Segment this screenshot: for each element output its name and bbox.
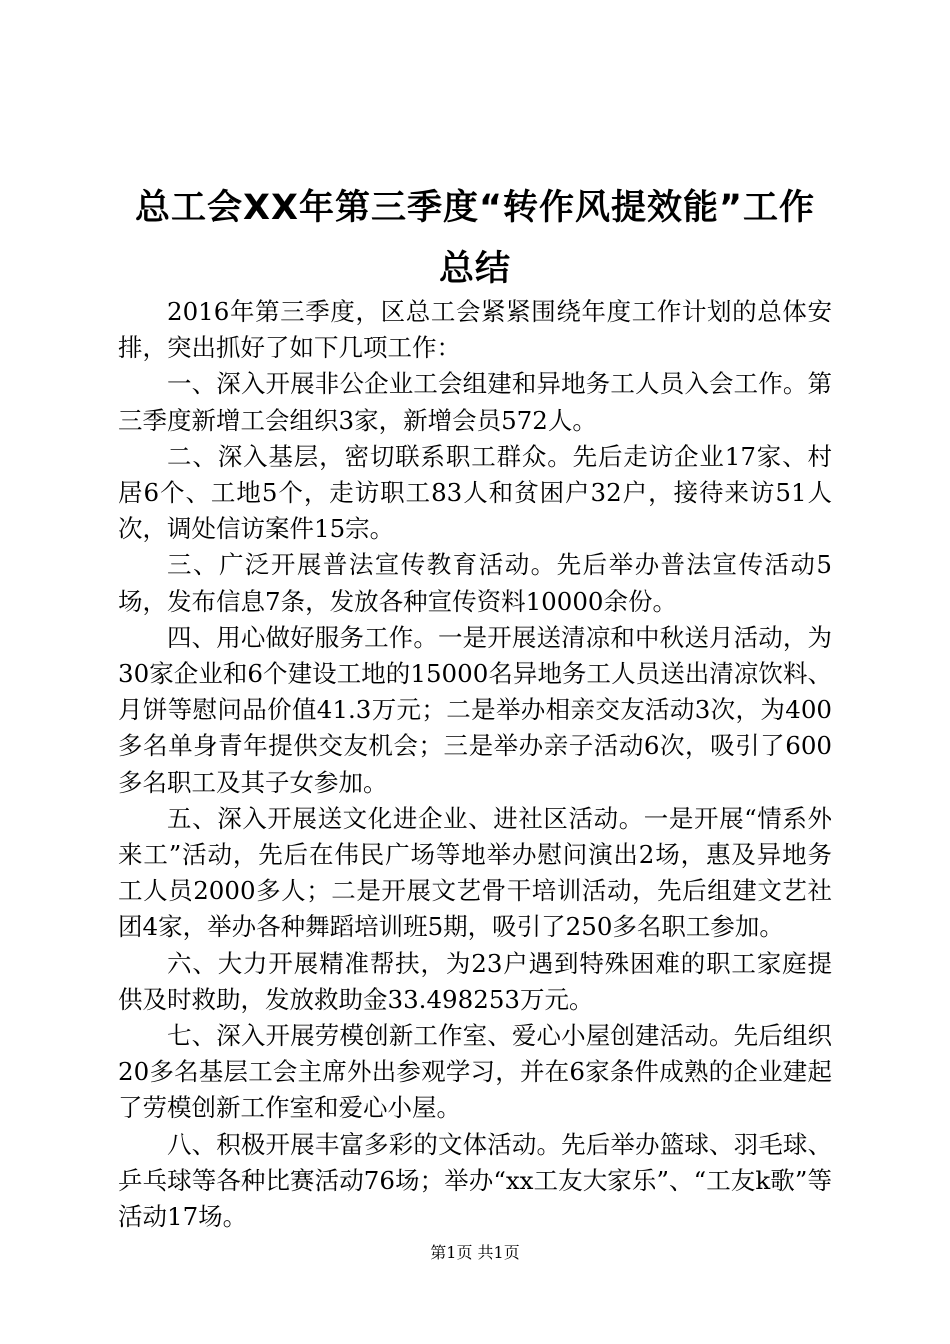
document-body xyxy=(118,294,832,1235)
paragraph-item-1: 一、深入开展非公企业工会组建和异地务工人员入会工作。第三季度新增工会组织3家，新增会员572人。 xyxy=(118,369,832,435)
paragraph-item-6: 六、大力开展精准帮扶，为23户遇到特殊困难的职工家庭提供及时救助，发放救助金33.498253万元。 xyxy=(118,948,832,1014)
document-title-line-2: 总结 xyxy=(438,249,511,289)
document-title-line-1: 总工会XX年第三季度“转作风提效能”工作 xyxy=(135,188,815,228)
page-footer: 第1页 共1页 xyxy=(430,1243,520,1262)
paragraph-item-4: 四、用心做好服务工作。一是开展送清凉和中秋送月活动，为30家企业和6个建设工地的15000名异地务工人员送出清凉饮料、月饼等慰问品价值41.3万元；二是举办相亲交友活动3次，为400多名单身青年提供交友机会；三是举办亲子活动6次，吸引了600多名职工及其子女参加。 xyxy=(118,622,832,797)
paragraph-intro: 2016年第三季度，区总工会紧紧围绕年度工作计划的总体安排，突出抓好了如下几项工作： xyxy=(118,297,832,363)
paragraph-item-2: 二、深入基层，密切联系职工群众。先后走访企业17家、村居6个、工地5个，走访职工83人和贫困户32户，接待来访51人次，调处信访案件15宗。 xyxy=(118,441,832,544)
paragraph-item-5: 五、深入开展送文化进企业、进社区活动。一是开展“情系外来工”活动，先后在伟民广场等地举办慰问演出2场，惠及异地务工人员2000多人；二是开展文艺骨干培训活动，先后组建文艺社团4家，举办各种舞蹈培训班5期，吸引了250多名职工参加。 xyxy=(118,803,832,942)
paragraph-item-8: 八、积极开展丰富多彩的文体活动。先后举办篮球、羽毛球、乒乓球等各种比赛活动76场；举办“xx工友大家乐”、“工友k歌”等活动17场。 xyxy=(118,1129,832,1232)
paragraph-item-7: 七、深入开展劳模创新工作室、爱心小屋创建活动。先后组织20多名基层工会主席外出参观学习，并在6家条件成熟的企业建起了劳模创新工作室和爱心小屋。 xyxy=(118,1021,832,1123)
paragraph-item-3: 三、广泛开展普法宣传教育活动。先后举办普法宣传活动5场，发布信息7条，发放各种宣传资料10000余份。 xyxy=(118,550,832,616)
